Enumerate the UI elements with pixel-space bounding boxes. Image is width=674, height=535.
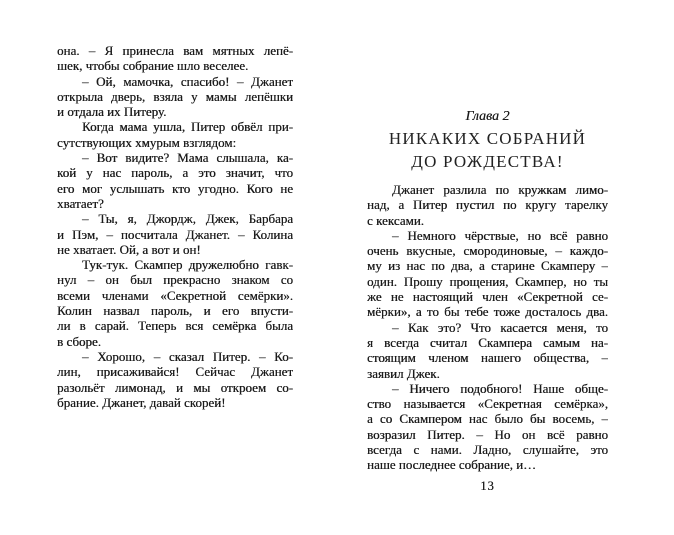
text-line: Колин назвал пароль, и его впусти- <box>57 303 293 319</box>
text-line: – Ничего подобного! Наше обще- <box>392 380 608 396</box>
text-line: заявил Джек. <box>367 365 440 381</box>
text-line: ство называется «Секретная семёрка», <box>367 396 608 412</box>
text-line: – Немного чёрствые, но всё равно <box>392 227 608 243</box>
text-line: я всегда считал Скампера самым на- <box>367 334 608 350</box>
text-line: – Как это? Что касается меня, то <box>392 319 608 335</box>
text-line: – Ты, я, Джордж, Джек, Барбара <box>82 211 293 227</box>
text-line: стоящим членом нашего общества, – <box>367 350 608 366</box>
text-line: она. – Я принесла вам мятных лепё- <box>57 43 293 58</box>
text-line: очень вкусные, смородиновые, – каждо- <box>367 243 608 259</box>
text-line: – Ой, мамочка, спасибо! – Джанет <box>82 73 293 89</box>
text-line: всеми членами «Секретной семёрки». <box>57 287 293 303</box>
text-line: один. Прошу прощения, Скампер, но ты <box>367 273 608 289</box>
text-line: лин, присаживайся! Сейчас Джанет <box>57 364 293 380</box>
chapter-title-line-1: НИКАКИХ СОБРАНИЙ <box>388 129 587 148</box>
text-line: над, а Питер пустил по кругу тарелку <box>367 197 608 213</box>
text-line: а со Скампером нас было бы восемь, – <box>367 411 608 427</box>
text-line: же не настоящий член «Секретной се- <box>367 289 608 305</box>
text-line: брание. Джанет, давай скорей! <box>57 394 226 410</box>
text-line: возразил Питер. – Но он всё равно <box>367 426 608 442</box>
text-line: – Хорошо, – сказал Питер. – Ко- <box>82 348 293 364</box>
text-line: и Пэм, – посчитала Джанет. – Колина <box>57 226 293 242</box>
text-line: в сборе. <box>57 333 101 349</box>
text-line: Джанет разлила по кружкам лимо- <box>392 182 608 197</box>
chapter-title-line-2: ДО РОЖДЕСТВА! <box>411 151 564 171</box>
text-line: и отдала их Питеру. <box>57 104 167 120</box>
text-line: Когда мама ушла, Питер обвёл при- <box>82 119 293 135</box>
page-number: 13 <box>480 479 495 493</box>
text-line: Тук-тук. Скампер дружелюбно гавк- <box>82 257 293 273</box>
text-line: его мог услышать кто угодно. Кого не <box>57 180 293 196</box>
text-line: разольёт лимонад, и мы откроем со- <box>57 379 293 395</box>
text-line: – Вот видите? Мама слышала, ка- <box>82 150 293 166</box>
text-line: хватает? <box>57 195 104 211</box>
text-line: с кексами. <box>367 212 424 228</box>
text-line: шек, чтобы собрание шло веселее. <box>57 58 249 74</box>
chapter-title <box>357 128 618 173</box>
right-page-text <box>367 182 608 473</box>
text-line: не хватает. Ой, а вот и он! <box>57 241 201 257</box>
text-line: мёрки», а то бы тебе тоже досталось два. <box>367 304 608 320</box>
text-line: открыла дверь, взяла у мамы лепёшки <box>57 88 293 104</box>
chapter-label: Глава 2 <box>465 109 510 124</box>
text-line: му из нас по два, а старине Скамперу – <box>367 258 608 274</box>
text-line: наше последнее собрание, и… <box>367 457 537 473</box>
text-line: всегда с нами. Ладно, слушайте, это <box>367 442 608 458</box>
text-line: кой у нас пароль, а это значит, что <box>57 165 293 181</box>
text-line: нул – он был прекрасно знаком со <box>57 272 293 288</box>
left-page-text <box>57 43 293 410</box>
text-line: ли в сарай. Теперь вся семёрка была <box>57 318 293 334</box>
text-line: сутствующих хмурым взглядом: <box>57 134 237 150</box>
